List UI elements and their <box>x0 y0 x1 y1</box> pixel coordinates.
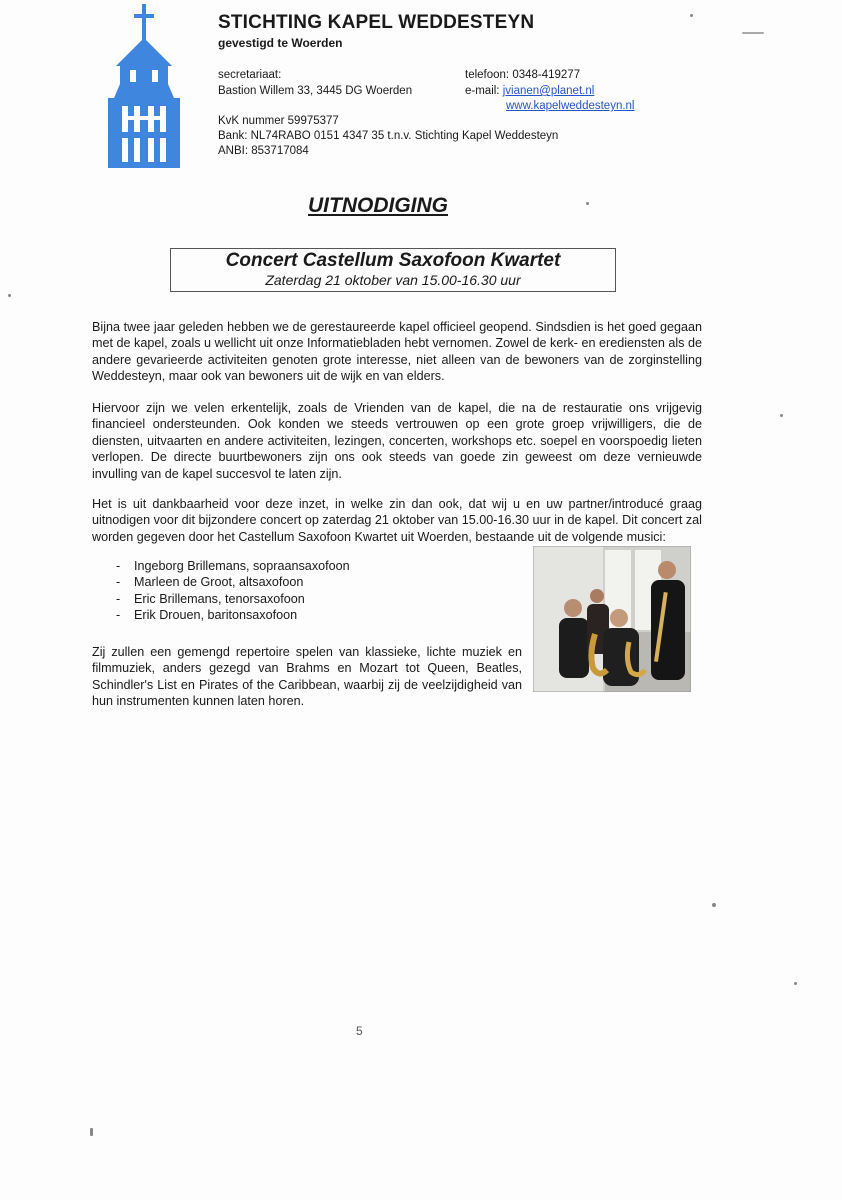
concert-title: Concert Castellum Saxofoon Kwartet <box>225 250 561 271</box>
scan-speck <box>712 903 716 907</box>
bank-details: Bank: NL74RABO 0151 4347 35 t.n.v. Stichting Kapel Weddesteyn <box>218 130 559 142</box>
secretariat-label: secretariaat: <box>218 69 282 81</box>
paragraph-invitation: Het is uit dankbaarheid voor deze inzet, in welke zin dan ook, dat wij u en uw partner/introducé graag uitnodigen voor dit bijzondere concert op zaterdag 21 oktober van 15.00-16.30 uur in de kapel. Dit concert zal worden gegeven door het Castellum Saxofoon Kwartet uit Woerden, bestaande uit de volgende musici: <box>92 497 702 544</box>
website-line <box>506 98 635 114</box>
website-link[interactable]: www.kapelweddesteyn.nl <box>506 100 635 112</box>
scan-speck <box>586 202 589 205</box>
email-link[interactable]: jvianen@planet.nl <box>502 85 595 97</box>
scan-speck <box>780 414 783 417</box>
chapel-logo-icon <box>100 2 186 174</box>
email-label: e-mail: <box>465 85 503 97</box>
list-item: - Eric Brillemans, tenorsaxofoon <box>116 591 350 607</box>
scan-speck <box>690 14 693 17</box>
page-number: 5 <box>356 1024 363 1038</box>
paragraph-intro: Bijna twee jaar geleden hebben we de gerestaureerde kapel officieel geopend. Sindsdien is het goed gegaan met de kapel, zoals u wellicht uit onze Informatiebladen hebt vernomen. Zowel de kerk- en erediensten als de andere gevarieerde activiteiten genoten grote interesse, niet alleen van de bewoners van de zorginstelling Weddesteyn, maar ook van bewoners uit de wijk en van elders. <box>92 320 702 384</box>
scan-speck <box>8 294 11 297</box>
musician-list <box>116 558 350 624</box>
scan-speck <box>794 982 797 985</box>
kvk-number: KvK nummer 59975377 <box>218 115 339 127</box>
list-item: - Marleen de Groot, altsaxofoon <box>116 574 350 590</box>
scan-speck <box>742 32 764 34</box>
page-title: UITNODIGING <box>308 194 448 217</box>
paragraph-thanks: Hiervoor zijn we velen erkentelijk, zoals de Vrienden van de kapel, die na de restauratie ons vrijgevig financieel ondersteunden. Ook konden we steeds vertrouwen op een grote groep vrijwilligers, die de diensten, uitvaarten en andere activiteiten, lezingen, concerten, workshops etc. soepel en voorspoedig lieten verlopen. De directe buurtbewoners zijn ons ook steeds van goede zin geweest om deze vernieuwde invulling van de kapel succesvol te laten zijn. <box>92 401 702 481</box>
organization-location: gevestigd te Woerden <box>218 36 343 50</box>
organization-name: STICHTING KAPEL WEDDESTEYN <box>218 12 535 33</box>
scan-speck <box>90 1128 93 1136</box>
anbi-number: ANBI: 853717084 <box>218 145 309 157</box>
phone: telefoon: 0348-419277 <box>465 69 581 81</box>
list-item: - Erik Drouen, baritonsaxofoon <box>116 607 350 623</box>
list-item: - Ingeborg Brillemans, sopraansaxofoon <box>116 558 350 574</box>
email-line <box>465 83 594 99</box>
paragraph-repertoire: Zij zullen een gemengd repertoire spelen van klassieke, lichte muziek en filmmuziek, anders gezegd van Brahms en Mozart tot Queen, Beatles, Schindler's List en Pirates of the Caribbean, waarbij zij de veelzijdigheid van hun instrumenten kunnen laten horen. <box>92 645 522 709</box>
address: Bastion Willem 33, 3445 DG Woerden <box>218 85 413 97</box>
concert-date: Zaterdag 21 oktober van 15.00-16.30 uur <box>265 272 521 288</box>
quartet-photo <box>533 546 691 692</box>
concert-box <box>170 248 616 292</box>
